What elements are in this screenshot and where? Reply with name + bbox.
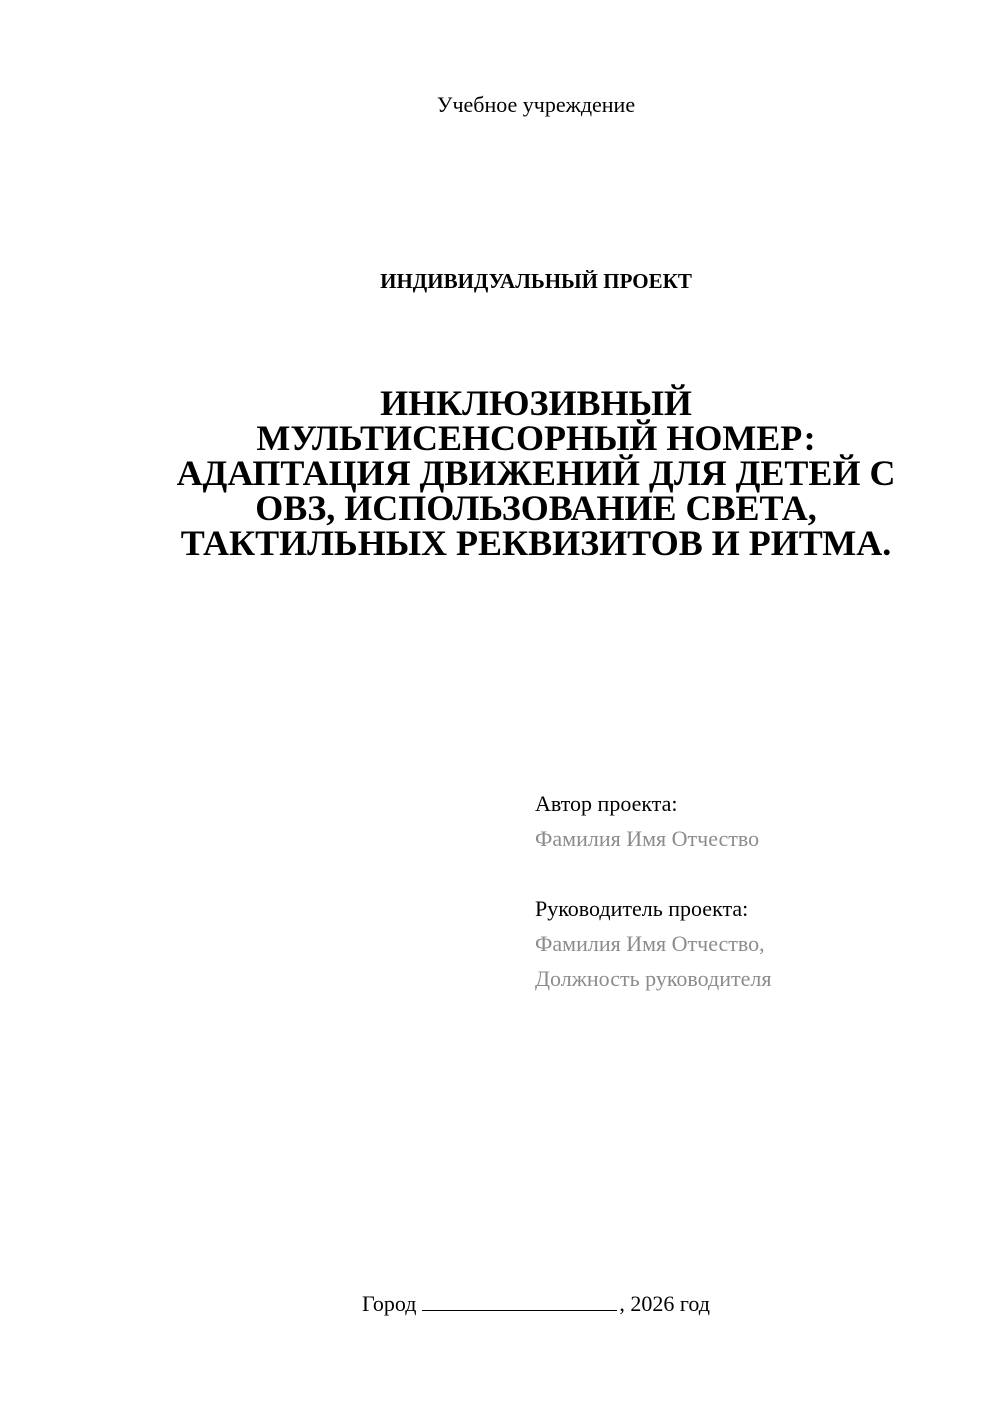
project-title bbox=[130, 383, 942, 563]
author-name: Фамилия Имя Отчество bbox=[535, 826, 760, 851]
supervisor-label: Руководитель проекта: bbox=[535, 896, 749, 921]
title-line: ОВЗ, ИСПОЛЬЗОВАНИЕ СВЕТА, bbox=[255, 488, 817, 528]
author-block bbox=[535, 786, 975, 856]
title-line: АДАПТАЦИЯ ДВИЖЕНИЙ ДЛЯ ДЕТЕЙ С bbox=[176, 453, 896, 493]
title-line: МУЛЬТИСЕНСОРНЫЙ НОМЕР: bbox=[256, 418, 816, 458]
year-text: , 2026 год bbox=[619, 1291, 710, 1316]
city-blank-line bbox=[422, 1290, 617, 1311]
document-type: ИНДИВИДУАЛЬНЫЙ ПРОЕКТ bbox=[380, 269, 692, 293]
supervisor-name: Фамилия Имя Отчество, bbox=[535, 931, 765, 956]
supervisor-block bbox=[535, 891, 975, 996]
city-label: Город bbox=[362, 1291, 417, 1316]
title-line: ТАКТИЛЬНЫХ РЕКВИЗИТОВ И РИТМА. bbox=[180, 523, 892, 563]
city-year-line bbox=[0, 1288, 1000, 1320]
author-label: Автор проекта: bbox=[535, 791, 678, 816]
supervisor-position: Должность руководителя bbox=[535, 966, 772, 991]
institution-name: Учебное учреждение bbox=[436, 92, 636, 117]
title-line: ИНКЛЮЗИВНЫЙ bbox=[380, 383, 692, 423]
